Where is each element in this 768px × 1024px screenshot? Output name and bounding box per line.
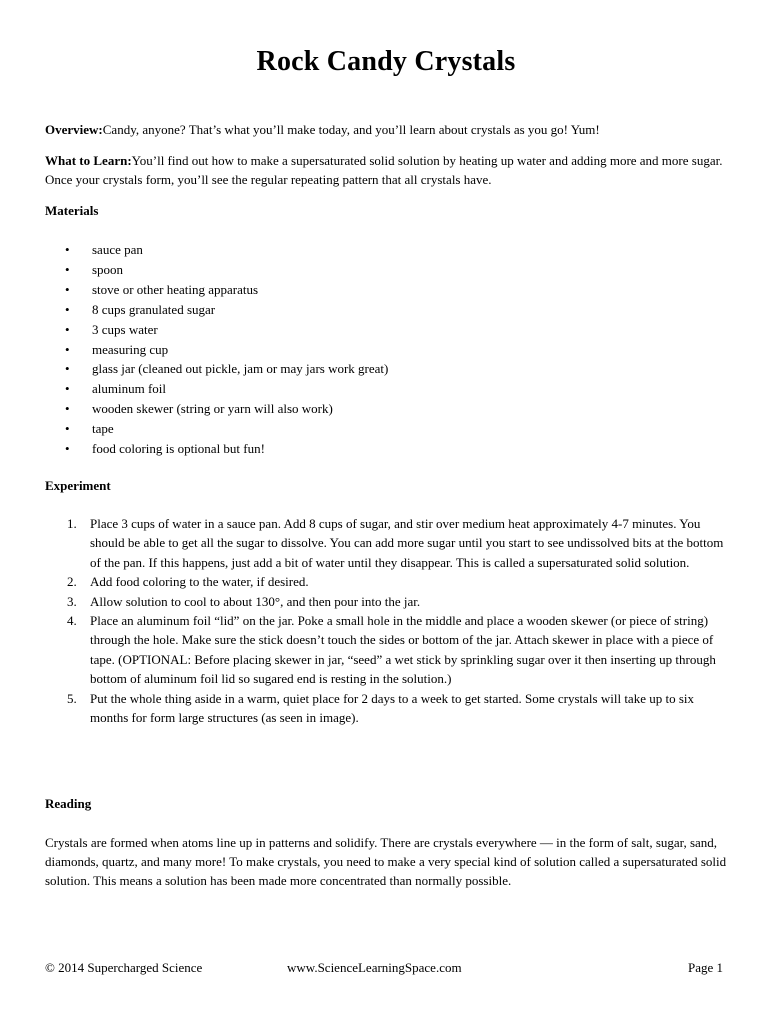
list-item: • tape bbox=[45, 419, 388, 439]
materials-heading: Materials bbox=[45, 203, 99, 218]
footer-website: www.ScienceLearningSpace.com bbox=[287, 960, 462, 975]
list-item: • glass jar (cleaned out pickle, jam or may jars work great) bbox=[45, 359, 388, 379]
list-item: • aluminum foil bbox=[45, 379, 388, 399]
step-text: Add food coloring to the water, if desired. bbox=[90, 574, 309, 590]
list-item bbox=[45, 689, 727, 728]
step-number: 1. bbox=[67, 516, 77, 531]
step-number: 5. bbox=[67, 690, 77, 706]
step-number: 3. bbox=[67, 593, 77, 609]
list-item: • sauce pan bbox=[45, 240, 388, 260]
list-item bbox=[45, 592, 727, 611]
what-to-learn-label: What to Learn: bbox=[45, 153, 132, 168]
reading-heading: Reading bbox=[45, 796, 92, 811]
step-text: Put the whole thing aside in a warm, quiet place for 2 days to a week to get started. Some crystals will take up to six months for form large structures (as seen in image). bbox=[90, 690, 694, 726]
footer-page-number: Page 1 bbox=[687, 960, 723, 975]
reading-paragraph: Crystals are formed when atoms line up in patterns and solidify. There are crystals everywhere — in the form of salt, sugar, sand, diamonds, quartz, and many more! To make crystals, you need to make a very special kind of solution called a supersaturated solid solution. This means a solution has been made more concentrated than normally possible. bbox=[45, 835, 727, 888]
step-text: Place an aluminum foil “lid” on the jar. Poke a small hole in the middle and place a wooden skewer (or piece of string) through the hole. Make sure the stick doesn’t touch the sides or bottom of the jar. Attach skewer in place with a piece of tape. (OPTIONAL: Before placing skewer in jar, “seed” a wet stick by sprinkling sugar over it then inserting up through bottom of aluminum foil lid so sugared end is resting in the solution.) bbox=[90, 613, 716, 687]
list-item: • food coloring is optional but fun! bbox=[45, 439, 388, 459]
step-number: 4. bbox=[67, 613, 77, 629]
footer-copyright: © 2014 Supercharged Science bbox=[45, 960, 203, 975]
overview-paragraph bbox=[45, 120, 727, 139]
step-number: 2. bbox=[67, 574, 77, 590]
step-text: Place 3 cups of water in a sauce pan. Add 8 cups of sugar, and stir over medium heat approximately 4-7 minutes. You should be able to get all the sugar to dissolve. You can add more sugar until you start to see undissolved bits at the bottom of the pan. If this happens, just add a bit of water until they disappear. This is called a supersaturated solid solution. bbox=[90, 516, 724, 570]
what-to-learn-paragraph bbox=[45, 151, 727, 189]
list-item: • stove or other heating apparatus bbox=[45, 280, 388, 300]
experiment-steps bbox=[45, 514, 727, 727]
page-title: Rock Candy Crystals bbox=[256, 46, 516, 77]
overview-text: Candy, anyone? That’s what you’ll make today, and you’ll learn about crystals as you go! Yum! bbox=[102, 122, 600, 137]
overview-label: Overview: bbox=[45, 122, 103, 137]
list-item: • 8 cups granulated sugar bbox=[45, 300, 388, 320]
list-item bbox=[45, 611, 727, 689]
list-item: • wooden skewer (string or yarn will also work) bbox=[45, 399, 388, 419]
list-item: • spoon bbox=[45, 260, 388, 280]
what-to-learn-text: You’ll find out how to make a supersaturated solid solution by heating up water and adding more and more sugar. Once your crystals form, you’ll see the regular repeating pattern that all crystals have. bbox=[45, 153, 723, 187]
materials-list bbox=[45, 240, 388, 459]
list-item: • 3 cups water bbox=[45, 320, 388, 340]
step-text: Allow solution to cool to about 130°, and then pour into the jar. bbox=[90, 593, 421, 609]
experiment-heading: Experiment bbox=[45, 478, 111, 493]
list-item bbox=[45, 572, 727, 591]
page-footer bbox=[45, 960, 727, 980]
list-item: • measuring cup bbox=[45, 340, 388, 360]
list-item bbox=[45, 514, 727, 572]
